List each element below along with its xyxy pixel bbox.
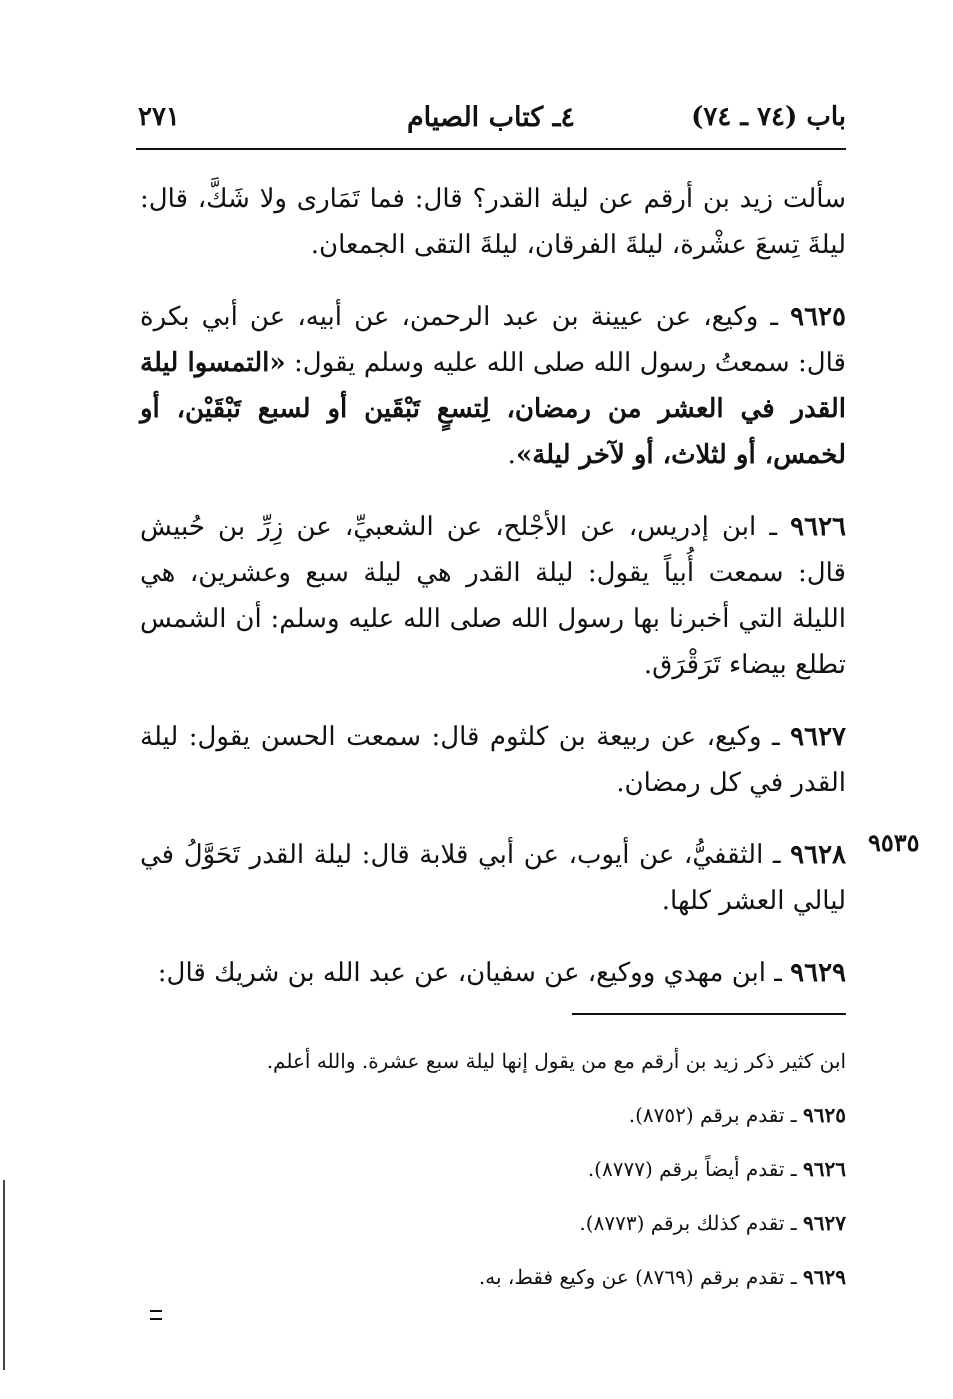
footnote-number: ٩٦٢٥ bbox=[803, 1103, 846, 1127]
footnote-number: ٩٦٢٧ bbox=[803, 1211, 846, 1235]
page-edge-line bbox=[3, 1180, 5, 1370]
running-header bbox=[136, 100, 846, 150]
hadith-number: ٩٦٢٨ bbox=[790, 840, 846, 870]
hadith-entry: ٩٦٢٨ ـ الثقفيُّ، عن أيوب، عن أبي قلابة قال: ليلة القدر تَحَوَّلُ في ليالي العشر كلها. bbox=[140, 840, 846, 916]
hadith-number: ٩٦٢٧ bbox=[790, 722, 846, 752]
continuation-paragraph: سألت زيد بن أرقم عن ليلة القدر؟ قال: فما تَمَارى ولا شَكَّ، قال: ليلةَ تِسعَ عشْرة، ليلةَ الفرقان، ليلةَ التقى الجمعان. bbox=[140, 184, 846, 260]
footnote-item: ٩٦٢٥ ـ تقدم برقم (٨٧٥٢). bbox=[628, 1103, 846, 1127]
hadith-end: . bbox=[507, 440, 516, 470]
footnote-item: ٩٦٢٩ ـ تقدم برقم (٨٧٦٩) عن وكيع فقط، به. bbox=[478, 1265, 846, 1289]
hadith-text: ابن مهدي ووكيع، عن سفيان، عن عبد الله بن شريك قال: bbox=[157, 958, 766, 988]
hadith-quote: «التمسوا ليلة القدر في العشر من رمضان، لِتسعٍ تَبْقَين أو لسبع تَبْقَيْن، أو لخمس، أو لثلاث، أو لآخر ليلة» bbox=[140, 348, 846, 470]
chapter-title: باب (٧٤ ـ ٧٤) bbox=[691, 102, 846, 132]
page-number: ٢٧١ bbox=[138, 102, 180, 132]
main-text bbox=[140, 176, 846, 1022]
hadith-entry: ٩٦٢٥ ـ وكيع، عن عيينة بن عبد الرحمن، عن أبيه، عن أبي بكرة قال: سمعتُ رسول الله صلى الله عليه وسلم يقول: «التمسوا ليلة القدر في العشر من رمضان، لِتسعٍ تَبْقَين أو لسبع تَبْقَيْن، أو لخمس، أو لثلاث، أو لآخر ليلة». bbox=[140, 302, 846, 470]
footnote-text: تقدم برقم (٨٧٥٢). bbox=[628, 1103, 785, 1127]
footnote-item: ٩٦٢٦ ـ تقدم أيضاً برقم (٨٧٧٧). bbox=[587, 1157, 846, 1181]
footnotes bbox=[250, 1034, 846, 1304]
hadith-text: وكيع، عن عيينة بن عبد الرحمن، عن أبيه، عن أبي بكرة قال: سمعتُ رسول الله صلى الله عليه وسلم يقول: bbox=[140, 302, 846, 378]
footnote-number: ٩٦٢٦ bbox=[803, 1157, 846, 1181]
hadith-text: ابن إدريس، عن الأجْلح، عن الشعبيِّ، عن زِرِّ بن حُبيش قال: سمعت أُبياً يقول: ليلة القدر هي ليلة سبع وعشرين، هي الليلة التي أخبرنا بها رسول الله صلى الله عليه وسلم: أن الشمس تطلع بيضاء تَرَقْرَق. bbox=[140, 512, 846, 680]
footnote-number: ٩٦٢٩ bbox=[803, 1265, 846, 1289]
margin-number: ٩٥٣٥ bbox=[868, 828, 920, 857]
hadith-number: ٩٦٢٩ bbox=[790, 958, 846, 988]
footnote-text: تقدم كذلك برقم (٨٧٧٣). bbox=[579, 1211, 785, 1235]
footnote-text: تقدم برقم (٨٧٦٩) عن وكيع فقط، به. bbox=[478, 1265, 785, 1289]
signature-mark bbox=[150, 1310, 162, 1320]
footnote-text: تقدم أيضاً برقم (٨٧٧٧). bbox=[587, 1157, 785, 1181]
book-title: ٤ـ كتاب الصيام bbox=[406, 102, 576, 133]
footnote-separator bbox=[572, 1013, 846, 1015]
hadith-number: ٩٦٢٦ bbox=[790, 512, 846, 542]
hadith-entry: ٩٦٢٩ ـ ابن مهدي ووكيع، عن سفيان، عن عبد الله بن شريك قال: bbox=[157, 958, 846, 988]
footnote-item: ٩٦٢٧ ـ تقدم كذلك برقم (٨٧٧٣). bbox=[579, 1211, 846, 1235]
hadith-entry: ٩٦٢٦ ـ ابن إدريس، عن الأجْلح، عن الشعبيِّ، عن زِرِّ بن حُبيش قال: سمعت أُبياً يقول: ليلة القدر هي ليلة سبع وعشرين، هي الليلة التي أخبرنا بها رسول الله صلى الله عليه وسلم: أن الشمس تطلع بيضاء تَرَقْرَق. bbox=[140, 512, 846, 680]
footnote-continuation: ابن كثير ذكر زيد بن أرقم مع من يقول إنها ليلة سبع عشرة. والله أعلم. bbox=[266, 1049, 846, 1073]
hadith-text: الثقفيُّ، عن أيوب، عن أبي قلابة قال: ليلة القدر تَحَوَّلُ في ليالي العشر كلها. bbox=[140, 840, 846, 916]
hadith-text: وكيع، عن ربيعة بن كلثوم قال: سمعت الحسن يقول: ليلة القدر في كل رمضان. bbox=[140, 722, 846, 798]
hadith-number: ٩٦٢٥ bbox=[790, 302, 846, 332]
hadith-entry: ٩٦٢٧ ـ وكيع، عن ربيعة بن كلثوم قال: سمعت الحسن يقول: ليلة القدر في كل رمضان. bbox=[140, 722, 846, 798]
